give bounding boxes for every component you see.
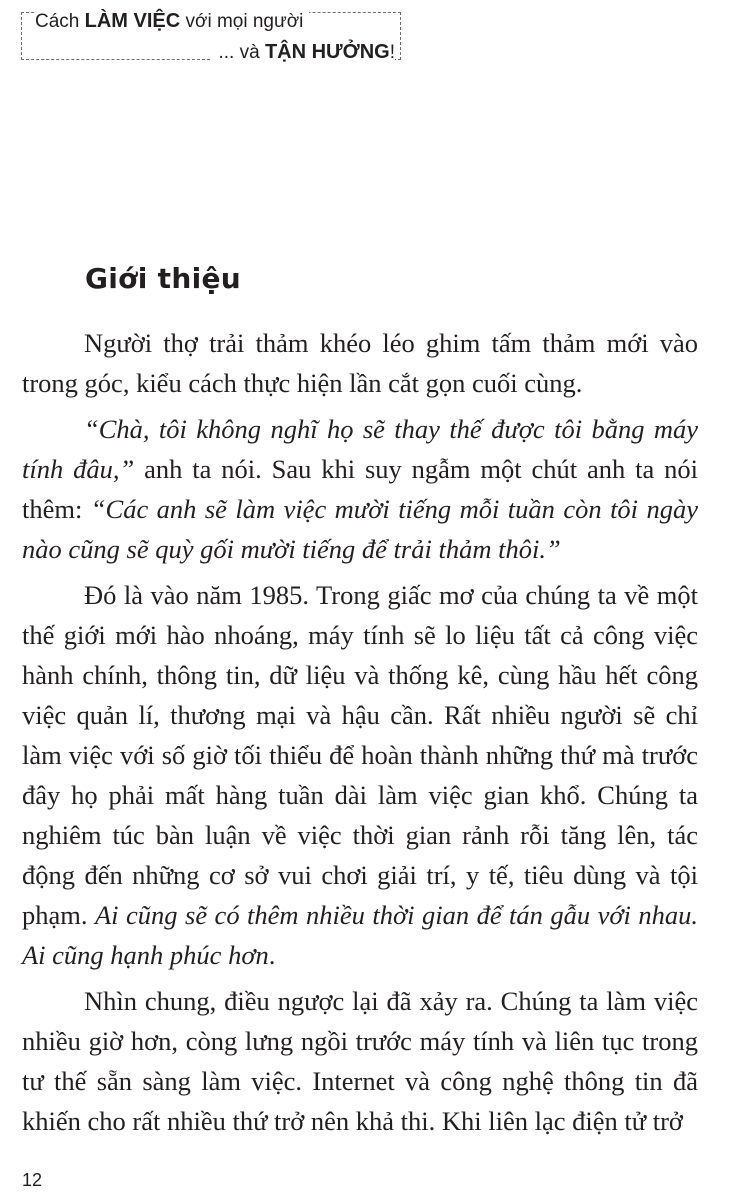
- page-number: 12: [22, 1170, 43, 1190]
- quote-2: “Các anh sẽ làm việc mười tiếng mỗi tuần còn tôi ngày nào cũng sẽ quỳ gối mười tiếng để trải thảm thôi.”: [22, 494, 698, 564]
- quote-1: “Chà, tôi không nghĩ họ sẽ thay thế được tôi bằng máy tính đâu,”: [22, 414, 698, 484]
- running-header-line-1: Cách LÀM VIỆC với mọi người: [35, 10, 309, 33]
- paragraph-3: Đó là vào năm 1985. Trong giấc mơ của chúng ta về một thế giới mới hào nhoáng, máy tính sẽ lo liệu tất cả công việc hành chính, thông tin, dữ liệu và thống kê, cùng hầu hết công việc quản lí, thương mại và hậu cần. Rất nhiều người sẽ chỉ làm việc với số giờ tối thiểu để hoàn thành những thứ mà trước đây họ phải mất hàng tuần dài làm việc gian khổ. Chúng ta nghiêm túc bàn luận về việc thời gian rảnh rỗi tăng lên, tác động đến những cơ sở vui chơi giải trí, y tế, tiêu dùng và tội phạm. Ai cũng sẽ có thêm nhiều thời gian để tán gẫu với nhau. Ai cũng hạnh phúc hơn.: [22, 580, 698, 970]
- running-header-emphasis-1: LÀM VIỆC: [84, 10, 181, 32]
- chapter-title: Giới thiệu: [85, 262, 242, 295]
- paragraph-2: “Chà, tôi không nghĩ họ sẽ thay thế được tôi bằng máy tính đâu,” anh ta nói. Sau khi suy ngẫm một chút anh ta nói thêm: “Các anh sẽ làm việc mười tiếng mỗi tuần còn tôi ngày nào cũng sẽ quỳ gối mười tiếng để trải thảm thôi.”: [22, 414, 698, 564]
- paragraph-1: Người thợ trải thảm khéo léo ghim tấm thảm mới vào trong góc, kiểu cách thực hiện lần cắt gọn cuối cùng.: [22, 328, 698, 398]
- italic-passage: Ai cũng sẽ có thêm nhiều thời gian để tán gẫu với nhau. Ai cũng hạnh phúc hơn: [22, 900, 698, 970]
- body-text: [22, 323, 698, 1141]
- paragraph-4: Nhìn chung, điều ngược lại đã xảy ra. Chúng ta làm việc nhiều giờ hơn, còng lưng ngồi trước máy tính và liên tục trong tư thế sẵn sàng làm việc. Internet và công nghệ thông tin đã khiến cho rất nhiều thứ trở nên khả thi. Khi liên lạc điện tử trở: [22, 986, 698, 1136]
- running-header-line-2: ... và TẬN HƯỞNG!: [212, 41, 395, 64]
- running-header-emphasis-2: TẬN HƯỞNG: [264, 41, 390, 63]
